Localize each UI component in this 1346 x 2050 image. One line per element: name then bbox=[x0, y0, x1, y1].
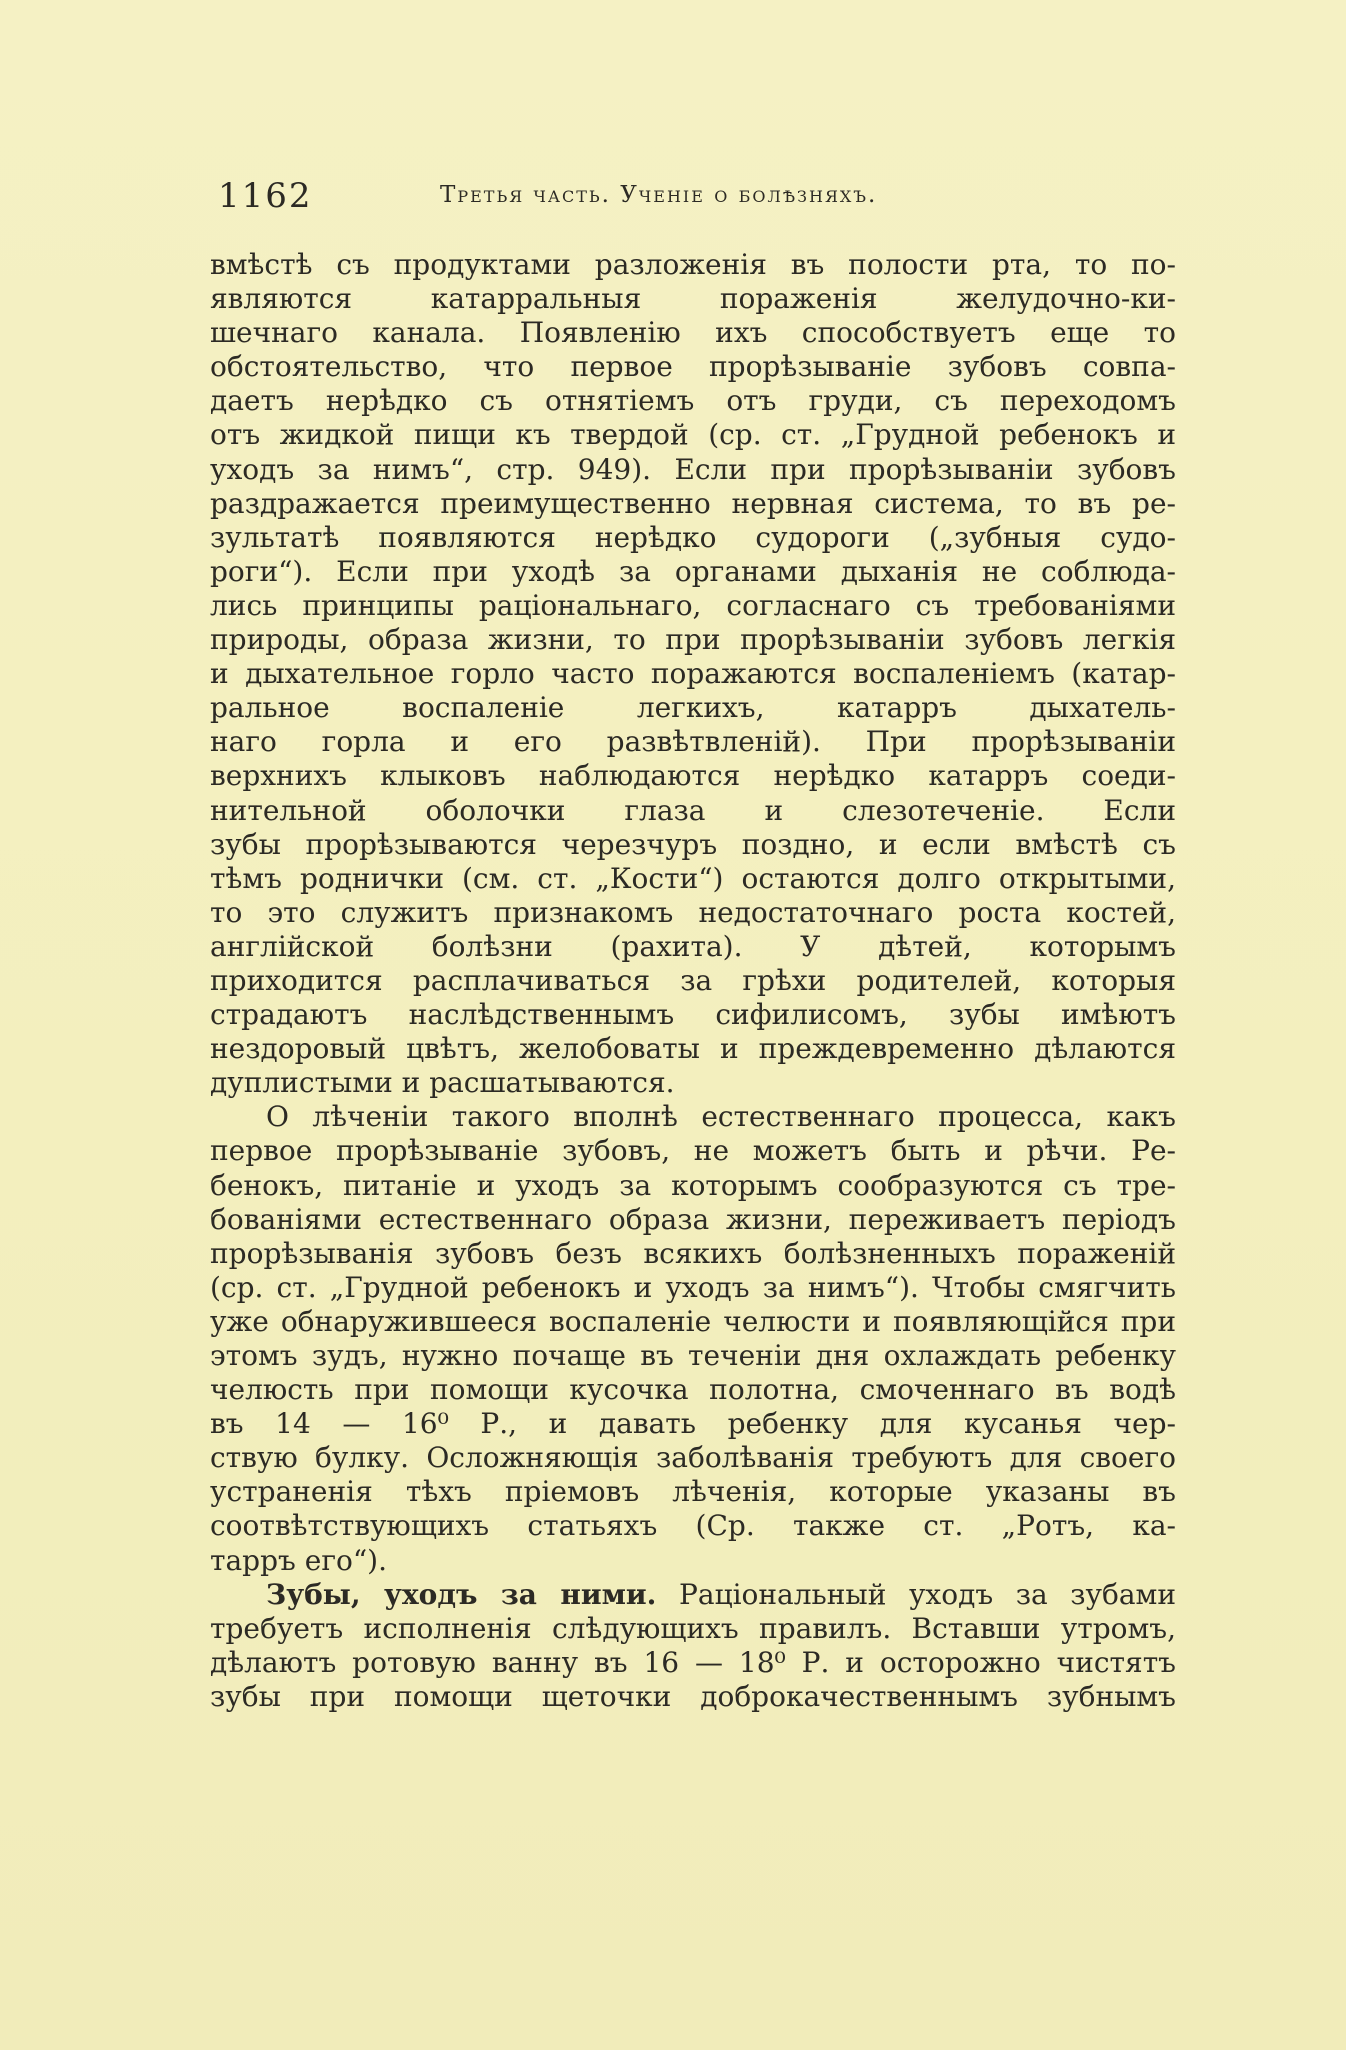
text-line: англійской болѣзни (рахита). У дѣтей, которымъ bbox=[210, 929, 1176, 963]
text-line: обстоятельство, что первое прорѣзываніе зубовъ совпа- bbox=[210, 350, 1176, 384]
text-line: являются катарральныя пораженія желудочно-ки- bbox=[210, 282, 1176, 316]
text-line: зультатѣ появляются нерѣдко судороги („зубныя судо- bbox=[210, 520, 1176, 554]
text-line: страдаютъ наслѣдственнымъ сифилисомъ, зубы имѣютъ bbox=[210, 998, 1176, 1032]
paragraph-end-line: тарръ его“). bbox=[210, 1543, 387, 1577]
paragraph-end-line: дуплистыми и расшатываются. bbox=[210, 1066, 675, 1100]
text-line: соотвѣтствующихъ статьяхъ (Ср. также ст. „Ротъ, ка- bbox=[210, 1509, 1176, 1543]
text-line: природы, образа жизни, то при прорѣзываніи зубовъ легкія bbox=[210, 623, 1176, 657]
text-line: то это служитъ признакомъ недостаточнаго роста костей, bbox=[210, 895, 1176, 929]
section-first-line bbox=[210, 1578, 1176, 1612]
text-line: этомъ зудъ, нужно почаще въ теченіи дня охлаждать ребенку bbox=[210, 1339, 1176, 1372]
text-line: верхнихъ клыковъ наблюдаются нерѣдко катарръ соеди- bbox=[210, 759, 1176, 793]
paragraph-start-line: О лѣченіи такого вполнѣ естественнаго процесса, какъ bbox=[266, 1100, 1176, 1134]
page-header bbox=[210, 176, 1190, 216]
text-line: отъ жидкой пищи къ твердой (ср. ст. „Грудной ребенокъ и bbox=[210, 418, 1176, 452]
section-heading: Зубы, уходъ за ними. bbox=[266, 1577, 657, 1611]
text-line: челюсть при помощи кусочка полотна, смоченнаго въ водѣ bbox=[210, 1373, 1176, 1407]
text-line: и дыхательное горло часто поражаются воспаленіемъ (катар- bbox=[210, 657, 1176, 691]
text-line: ствую булку. Осложняющія заболѣванія требуютъ для своего bbox=[210, 1441, 1176, 1475]
text-line: уходъ за нимъ“, стр. 949). Если при прорѣзываніи зубовъ bbox=[210, 452, 1176, 486]
text-line: зубы прорѣзываются черезчуръ поздно, и если вмѣстѣ съ bbox=[210, 827, 1176, 861]
text-line: раздражается преимущественно нервная система, то въ ре- bbox=[210, 486, 1176, 520]
text-line: въ 14 — 16⁰ Р., и давать ребенку для кусанья чер- bbox=[210, 1407, 1176, 1441]
text-line: нительной оболочки глаза и слезотеченіе. Если bbox=[210, 793, 1176, 827]
text-line: наго горла и его развѣтвленій). При прорѣзываніи bbox=[210, 725, 1176, 759]
text-line: лись принципы раціональнаго, согласнаго съ требованіями bbox=[210, 588, 1176, 622]
text-line: дѣлаютъ ротовую ванну въ 16 — 18⁰ Р. и осторожно чистятъ bbox=[210, 1645, 1176, 1679]
text-line: ральное воспаленіе легкихъ, катарръ дыхатель- bbox=[210, 691, 1176, 725]
text-line: зубы при помощи щеточки доброкачественнымъ зубнымъ bbox=[210, 1679, 1176, 1713]
text-line: требуетъ исполненія слѣдующихъ правилъ. Вставши утромъ, bbox=[210, 1611, 1176, 1645]
text-line: устраненія тѣхъ пріемовъ лѣченія, которые указаны въ bbox=[210, 1475, 1176, 1509]
section-first-line-text: Раціональный уходъ за зубами bbox=[679, 1577, 1176, 1611]
text-line: приходится расплачиваться за грѣхи родителей, которыя bbox=[210, 963, 1176, 997]
text-line: бованіями естественнаго образа жизни, переживаетъ періодъ bbox=[210, 1202, 1176, 1236]
text-line: прорѣзыванія зубовъ безъ всякихъ болѣзненныхъ пораженій bbox=[210, 1236, 1176, 1270]
text-line: бенокъ, питаніе и уходъ за которымъ сообразуются съ тре- bbox=[210, 1168, 1176, 1202]
text-line: шечнаго канала. Появленію ихъ способствуетъ еще то bbox=[210, 316, 1176, 350]
text-line: даетъ нерѣдко съ отнятіемъ отъ груди, съ переходомъ bbox=[210, 384, 1176, 418]
text-line: (ср. ст. „Грудной ребенокъ и уходъ за нимъ“). Чтобы смягчить bbox=[210, 1270, 1176, 1304]
text-line: уже обнаружившееся воспаленіе челюсти и появляющійся при bbox=[210, 1304, 1176, 1338]
text-line: первое прорѣзываніе зубовъ, не можетъ быть и рѣчи. Ре- bbox=[210, 1134, 1176, 1168]
running-head: Третья часть. Ученіе о болѣзняхъ. bbox=[440, 182, 878, 208]
text-line: нездоровый цвѣтъ, желобоваты и преждевременно дѣлаются bbox=[210, 1032, 1176, 1066]
text-line: роги“). Если при уходѣ за органами дыханія не соблюда- bbox=[210, 554, 1176, 588]
text-line: тѣмъ роднички (см. ст. „Кости“) остаются долго открытыми, bbox=[210, 861, 1176, 895]
page-number: 1162 bbox=[218, 176, 313, 216]
text-line: вмѣстѣ съ продуктами разложенія въ полости рта, то по- bbox=[210, 248, 1176, 281]
body-text bbox=[210, 248, 1176, 1714]
